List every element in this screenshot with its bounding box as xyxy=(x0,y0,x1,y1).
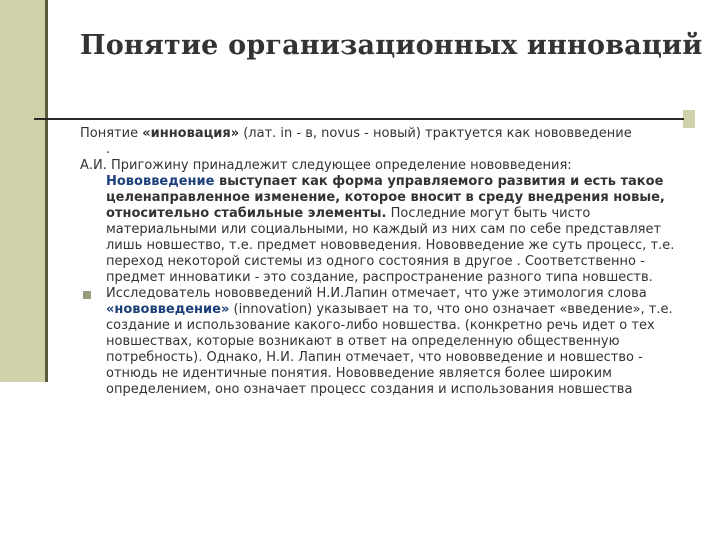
slide-body xyxy=(80,126,680,398)
right-accent-block xyxy=(683,110,695,128)
p2-accent-term: Нововведение xyxy=(106,174,215,189)
paragraph-prigozhin xyxy=(80,158,680,174)
title-divider xyxy=(34,118,684,120)
p1-term: «инновация» xyxy=(142,126,240,141)
paragraph-definition xyxy=(80,126,680,142)
left-decorative-bar xyxy=(0,0,48,382)
p2-intro: А.И. Пригожину принадлежит следующее определение нововведения: xyxy=(80,158,572,173)
slide-title: Понятие организационных инноваций xyxy=(80,30,703,61)
bullet-item-lapin xyxy=(80,286,680,398)
p2-bold-definition: выступает как форма управляемого развития и есть такое целенаправленное изменение, которое вносит в среду внедрения новые, относительно стабильные элементы. xyxy=(106,174,665,221)
p3-accent-term: «нововведение» xyxy=(106,302,230,317)
p1-text-a: Понятие xyxy=(80,126,143,141)
p1-text-c: (лат. in - в, novus - новый) трактуется как нововведение xyxy=(239,126,632,141)
p3-text-a: Исследователь нововведений Н.И.Лапин отмечает, что уже этимология слова xyxy=(106,286,647,301)
square-bullet-icon xyxy=(83,291,91,299)
p1-trailing-dot: . xyxy=(106,142,111,157)
p2-rest: Последние могут быть чисто материальными или социальными, но каждый из них сам по себе представляет лишь новшество, т.е. предмет нововведения. Нововведение же суть процесс, т.е. переход некоторой системы из одного состояния в другое . Соответственно - предмет инноватики - это создание, распространение разного типа новшеств. xyxy=(106,206,675,285)
p2-indented-block xyxy=(80,174,680,286)
left-bar-edge-line xyxy=(45,0,48,382)
p3-text-b: (innovation) указывает на то, что оно означает «введение», т.е. создание и использование какого-либо новшества. (конкретно речь идет о тех новшествах, которые возникают в ответ на определенную общественную потребность). Однако, Н.И. Лапин отмечает, что нововведение и новшество - отнюдь не идентичные понятия. Нововведение является более широким определением, оно означает процесс создания и использования новшества xyxy=(106,302,673,397)
